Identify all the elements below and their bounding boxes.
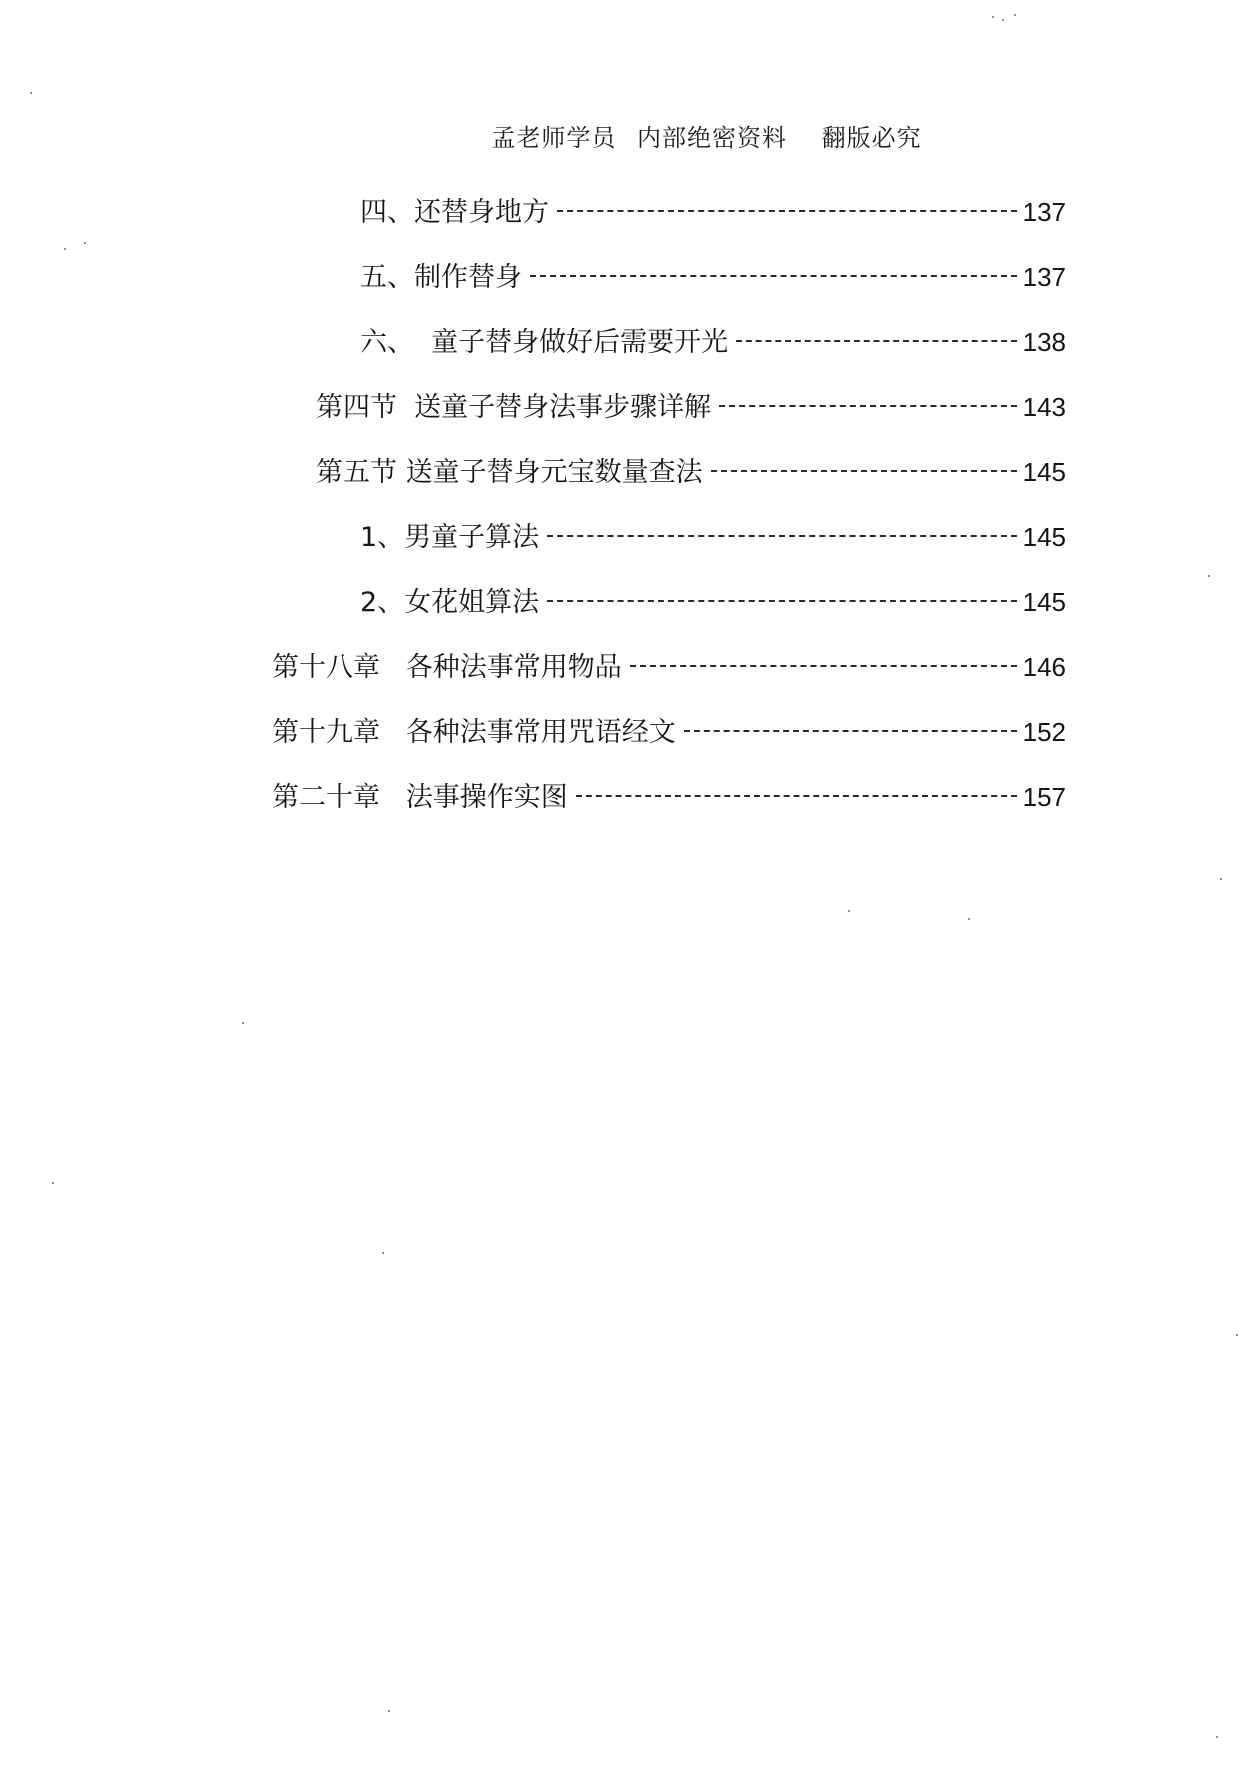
toc-entry[interactable] [360,255,1066,295]
toc-entry-label: 第五节 送童子替身元宝数量查法 [316,457,703,488]
scan-speck [1208,575,1210,577]
toc-page-number: 152 [1022,717,1066,747]
toc-entry[interactable] [360,320,1066,360]
toc-leader [576,795,1017,797]
toc-entry[interactable] [272,710,1066,750]
scan-speck [388,1710,390,1712]
toc-entry-label: 第十八章 各种法事常用物品 [272,652,622,683]
scan-speck [1236,1334,1238,1336]
toc-leader [547,535,1016,537]
scan-speck [968,918,970,920]
toc-entry[interactable] [360,190,1066,230]
scan-speck [1216,1736,1218,1738]
page-header [0,118,1260,153]
scan-speck [848,910,850,912]
toc-page-number: 137 [1022,262,1066,292]
scan-speck [64,248,66,250]
toc-entry-label: 2、女花姐算法 [360,587,540,618]
scan-speck [30,92,32,94]
toc-entry-label: 第四节 送童子替身法事步骤详解 [316,392,712,423]
toc-entry-label: 五、制作替身 [360,262,522,293]
toc-leader [684,730,1017,732]
toc-entry[interactable] [360,580,1066,620]
toc-page-number: 138 [1022,327,1066,357]
header-copyright: 翻版必究 [821,124,922,152]
scan-speck [1220,878,1222,880]
toc-entry[interactable] [272,645,1066,685]
toc-entry-label: 1、男童子算法 [360,522,540,553]
toc-leader [711,470,1017,472]
toc-leader [557,210,1017,212]
toc-page-number: 146 [1022,652,1066,682]
toc-entry[interactable] [272,775,1066,815]
toc-page-number: 145 [1022,522,1066,552]
scan-speck [992,16,994,18]
toc-leader [530,275,1017,277]
toc-leader [719,405,1016,407]
toc-page-number: 157 [1022,782,1066,812]
scan-speck [382,1252,384,1254]
toc-entry-label: 第二十章 法事操作实图 [272,782,568,813]
toc-entry[interactable] [316,450,1066,490]
header-student: 孟老师学员 [491,124,617,152]
scan-speck [52,1182,54,1184]
toc-entry[interactable] [316,385,1066,425]
toc-entry[interactable] [360,515,1066,555]
toc-leader [736,340,1016,342]
toc-page-number: 137 [1022,197,1066,227]
scan-speck [242,1022,244,1024]
toc-page-number: 143 [1022,392,1066,422]
toc-leader [547,600,1016,602]
scan-speck [1014,14,1016,16]
toc-entry-label: 四、还替身地方 [360,197,549,228]
toc-leader [630,665,1017,667]
scan-speck [84,242,86,244]
toc-entry-label: 第十九章 各种法事常用咒语经文 [272,717,676,748]
scan-speck [1002,19,1004,21]
header-confidential: 内部绝密资料 [637,124,787,152]
toc-page-number: 145 [1022,457,1066,487]
toc-entry-label: 六、 童子替身做好后需要开光 [360,327,729,358]
toc-page-number: 145 [1022,587,1066,617]
